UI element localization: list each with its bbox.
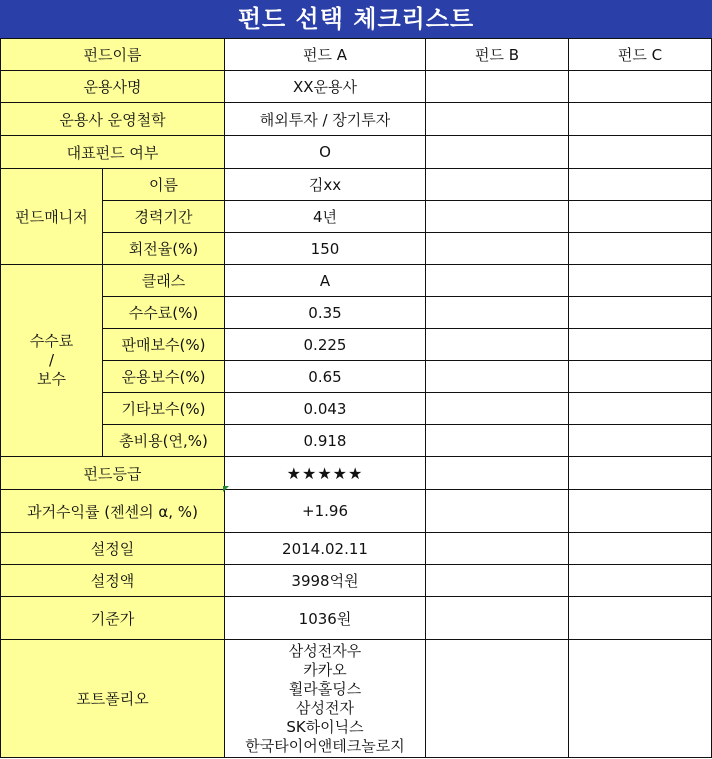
turnover-label: 회전율(%) [103,233,225,265]
aum-a[interactable]: 3998억원 [225,565,426,597]
flagship-b[interactable] [426,136,569,169]
grade-stars-a[interactable]: ★★★★★ [225,457,426,490]
career-a[interactable]: 4년 [225,201,426,233]
portfolio-b[interactable] [426,640,569,758]
nav-c[interactable] [569,597,712,640]
fees-group-label [1,265,103,457]
commission-a[interactable]: 0.35 [225,297,426,329]
career-c[interactable] [569,201,712,233]
commission-label: 수수료(%) [103,297,225,329]
manager-name-b[interactable] [426,169,569,201]
sales-fee-label: 판매보수(%) [103,329,225,361]
portfolio-holding: SK하이닉스 [286,717,364,736]
table-row [1,565,712,597]
career-label: 경력기간 [103,201,225,233]
cell-comment-indicator[interactable] [223,486,229,492]
portfolio-a[interactable] [225,640,426,758]
fund-b-header[interactable]: 펀드 B [426,39,569,71]
table-row [1,201,712,233]
fund-manager-group-label: 펀드매니저 [1,169,103,265]
manager-name-c[interactable] [569,169,712,201]
total-cost-c[interactable] [569,425,712,457]
other-fee-a[interactable]: 0.043 [225,393,426,425]
nav-b[interactable] [426,597,569,640]
table-row [1,103,712,136]
manager-company-c[interactable] [569,71,712,103]
career-b[interactable] [426,201,569,233]
sheet-title: 펀드 선택 체크리스트 [0,0,712,38]
table-row [1,329,712,361]
aum-b[interactable] [426,565,569,597]
mgmt-fee-a[interactable]: 0.65 [225,361,426,393]
table-row [1,297,712,329]
fund-name-label: 펀드이름 [1,39,225,71]
portfolio-holding: 삼성전자우 [288,641,362,660]
mgmt-fee-b[interactable] [426,361,569,393]
other-fee-c[interactable] [569,393,712,425]
manager-name-label: 이름 [103,169,225,201]
flagship-a[interactable]: O [225,136,426,169]
table-row [1,490,712,533]
sales-fee-b[interactable] [426,329,569,361]
class-c[interactable] [569,265,712,297]
nav-label: 기준가 [1,597,225,640]
manager-company-b[interactable] [426,71,569,103]
fund-a-header[interactable]: 펀드 A [225,39,426,71]
manager-name-a[interactable]: 김xx [225,169,426,201]
grade-c[interactable] [569,457,712,490]
sales-fee-a[interactable]: 0.225 [225,329,426,361]
other-fee-b[interactable] [426,393,569,425]
past-return-c[interactable] [569,490,712,533]
table-row [1,425,712,457]
table-row [1,169,712,201]
inception-c[interactable] [569,533,712,565]
table-row-header [1,39,712,71]
turnover-a[interactable]: 150 [225,233,426,265]
table-row [1,533,712,565]
portfolio-holding: 카카오 [303,660,347,679]
table-row [1,361,712,393]
table-row [1,597,712,640]
commission-c[interactable] [569,297,712,329]
class-a[interactable]: A [225,265,426,297]
mgmt-fee-c[interactable] [569,361,712,393]
table-row [1,393,712,425]
flagship-label: 대표펀드 여부 [1,136,225,169]
table-row [1,233,712,265]
table-row [1,457,712,490]
philosophy-c[interactable] [569,103,712,136]
inception-label: 설정일 [1,533,225,565]
philosophy-label: 운용사 운영철학 [1,103,225,136]
total-cost-b[interactable] [426,425,569,457]
turnover-c[interactable] [569,233,712,265]
total-cost-a[interactable]: 0.918 [225,425,426,457]
portfolio-holding: 삼성전자 [296,698,354,717]
inception-b[interactable] [426,533,569,565]
flagship-c[interactable] [569,136,712,169]
sales-fee-c[interactable] [569,329,712,361]
other-fee-label: 기타보수(%) [103,393,225,425]
table-row [1,71,712,103]
manager-company-label: 운용사명 [1,71,225,103]
past-return-a[interactable]: +1.96 [225,490,426,533]
class-b[interactable] [426,265,569,297]
portfolio-holding: 한국타이어앤테크놀로지 [245,736,405,755]
grade-b[interactable] [426,457,569,490]
portfolio-c[interactable] [569,640,712,758]
nav-a[interactable]: 1036원 [225,597,426,640]
table-row [1,136,712,169]
grade-label: 펀드등급 [1,457,225,490]
philosophy-b[interactable] [426,103,569,136]
turnover-b[interactable] [426,233,569,265]
inception-a[interactable]: 2014.02.11 [225,533,426,565]
total-cost-label: 총비용(연,%) [103,425,225,457]
aum-label: 설정액 [1,565,225,597]
mgmt-fee-label: 운용보수(%) [103,361,225,393]
table-row [1,640,712,758]
fees-group-line2: / [48,351,55,369]
philosophy-a[interactable]: 해외투자 / 장기투자 [225,103,426,136]
portfolio-holding: 휠라홀딩스 [288,679,362,698]
past-return-label: 과거수익률 (젠센의 α, %) [1,490,225,533]
table-row [1,265,712,297]
class-label: 클래스 [103,265,225,297]
portfolio-label: 포트폴리오 [1,640,225,758]
aum-c[interactable] [569,565,712,597]
checklist-table [0,38,712,758]
past-return-b[interactable] [426,490,569,533]
fees-group-line3: 보수 [37,370,66,388]
fund-c-header[interactable]: 펀드 C [569,39,712,71]
fees-group-line1: 수수료 [29,332,74,350]
commission-b[interactable] [426,297,569,329]
manager-company-a[interactable]: XX운용사 [225,71,426,103]
